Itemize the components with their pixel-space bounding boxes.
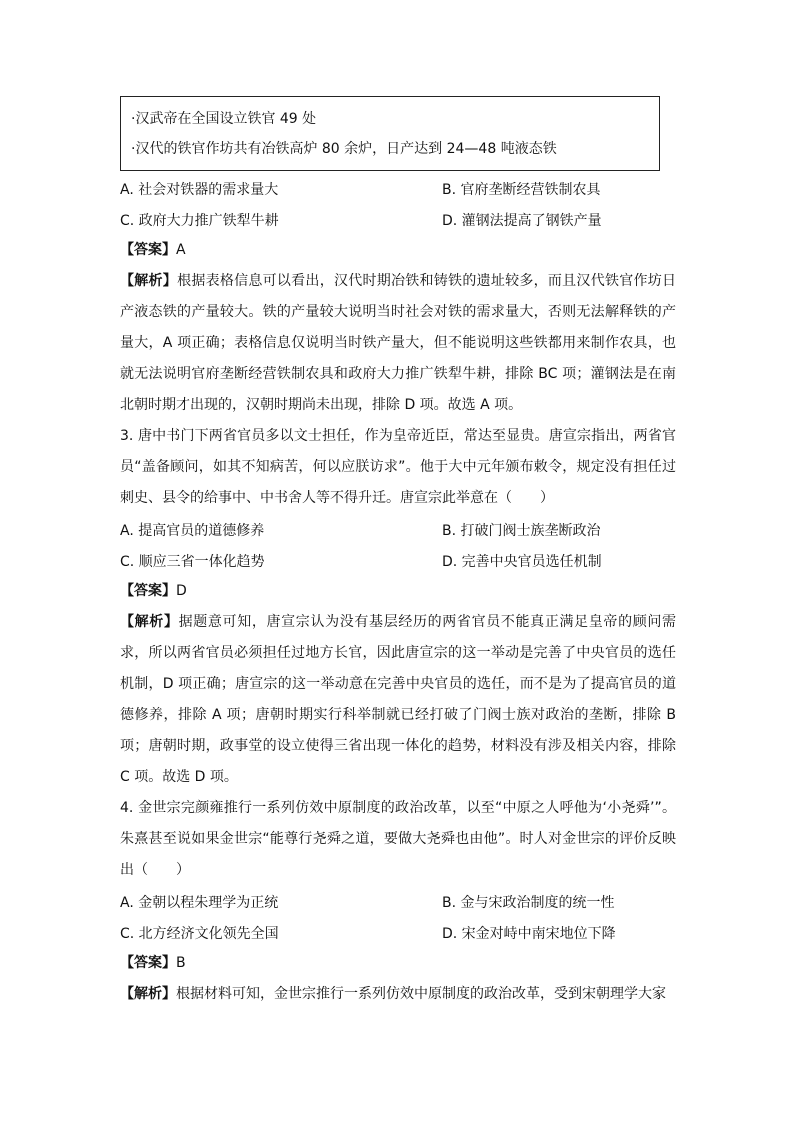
q3-analysis-label: 【解析】	[120, 614, 179, 630]
page-content	[120, 96, 680, 1010]
q3-answer-value: D	[176, 583, 187, 599]
q2-answer-label: 【答案】	[120, 242, 176, 258]
q2-options-row-1	[120, 173, 680, 204]
q3-option-d: D. 完善中央官员选任机制	[442, 553, 602, 570]
q4-option-a: A. 金朝以程朱理学为正统	[120, 894, 279, 911]
q4-analysis	[120, 979, 676, 1010]
q4-analysis-text: 根据材料可知，金世宗推行一系列仿效中原制度的政治改革，受到宋朝理学大家	[176, 986, 666, 1002]
q4-answer	[120, 948, 680, 979]
q2-answer	[120, 235, 680, 266]
q2-analysis-text: 根据表格信息可以看出，汉代时期冶铁和铸铁的遗址较多，而且汉代铁官作坊日产液态铁的产量较大。铁的产量较大说明当时社会对铁的需求量大，否则无法解释铁的产量大，A 项正确；表格信息仅说明当时铁产量大，但不能说明这些铁都用来制作农具，也就无法说明官府垄断经营铁制农具和政府大力推广铁犁牛耕，排除 BC 项；灌钢法是在南北朝时期才出现的，汉朝时期尚未出现，排除 D 项。故选 A 项。	[120, 273, 677, 413]
q3-answer	[120, 576, 680, 607]
q2-option-c: C. 政府大力推广铁犁牛耕	[120, 212, 279, 229]
q4-option-d: D. 宋金对峙中南宋地位下降	[442, 925, 616, 942]
q2-option-b: B. 官府垄断经营铁制农具	[442, 181, 601, 198]
q3-options-row-1	[120, 514, 680, 545]
q2-analysis-label: 【解析】	[120, 273, 178, 289]
q4-options-row-1	[120, 886, 680, 917]
q3-option-c: C. 顺应三省一体化趋势	[120, 553, 265, 570]
q3-options-row-2	[120, 545, 680, 576]
q2-analysis	[120, 266, 676, 421]
q4-options-row-2	[120, 917, 680, 948]
q4-option-c: C. 北方经济文化领先全国	[120, 925, 279, 942]
q3-option-b: B. 打破门阀士族垄断政治	[442, 522, 601, 539]
material-table	[120, 96, 660, 171]
material-line-2: ·汉代的铁官作坊共有冶铁高炉 80 余炉，日产达到 24—48 吨液态铁	[131, 141, 557, 157]
q3-stem: 3. 唐中书门下两省官员多以文士担任，作为皇帝近臣，常达至显贵。唐宣宗指出，两省官员“盖备顾问，如其不知病苦，何以应朕访求”。他于大中元年颁布敕令，规定没有担任过刺史、县令的给事中、中书舍人等不得升迁。唐宣宗此举意在（ ）	[120, 428, 676, 506]
q4-stem: 4. 金世宗完颜雍推行一系列仿效中原制度的政治改革，以至“中原之人呼他为‘小尧舜’”。朱熹甚至说如果金世宗“能尊行尧舜之道，要做大尧舜也由他”。时人对金世宗的评价反映出（ ）	[120, 800, 676, 878]
q3-analysis	[120, 607, 676, 793]
q3-answer-label: 【答案】	[120, 583, 176, 599]
q4-answer-label: 【答案】	[120, 955, 176, 971]
q2-options-row-2	[120, 204, 680, 235]
q4-analysis-label: 【解析】	[120, 986, 176, 1002]
q2-option-d: D. 灌钢法提高了钢铁产量	[442, 212, 602, 229]
q3-analysis-text: 据题意可知，唐宣宗认为没有基层经历的两省官员不能真正满足皇帝的顾问需求，所以两省官员必须担任过地方长官，因此唐宣宗的这一举动是完善了中央官员的选任机制，D 项正确；唐宣宗的这一举动意在完善中央官员的选任，而不是为了提高官员的道德修养，排除 A 项；唐朝时期实行科举制就已经打破了门阀士族对政治的垄断，排除 B 项；唐朝时期，政事堂的设立使得三省出现一体化的趋势，材料没有涉及相关内容，排除 C 项。故选 D 项。	[120, 614, 677, 785]
q2-answer-value: A	[176, 242, 186, 258]
q4-answer-value: B	[176, 955, 186, 971]
material-line-1: ·汉武帝在全国设立铁官 49 处	[131, 111, 317, 127]
q3-option-a: A. 提高官员的道德修养	[120, 522, 265, 539]
q2-option-a: A. 社会对铁器的需求量大	[120, 181, 279, 198]
q4-option-b: B. 金与宋政治制度的统一性	[442, 894, 615, 911]
